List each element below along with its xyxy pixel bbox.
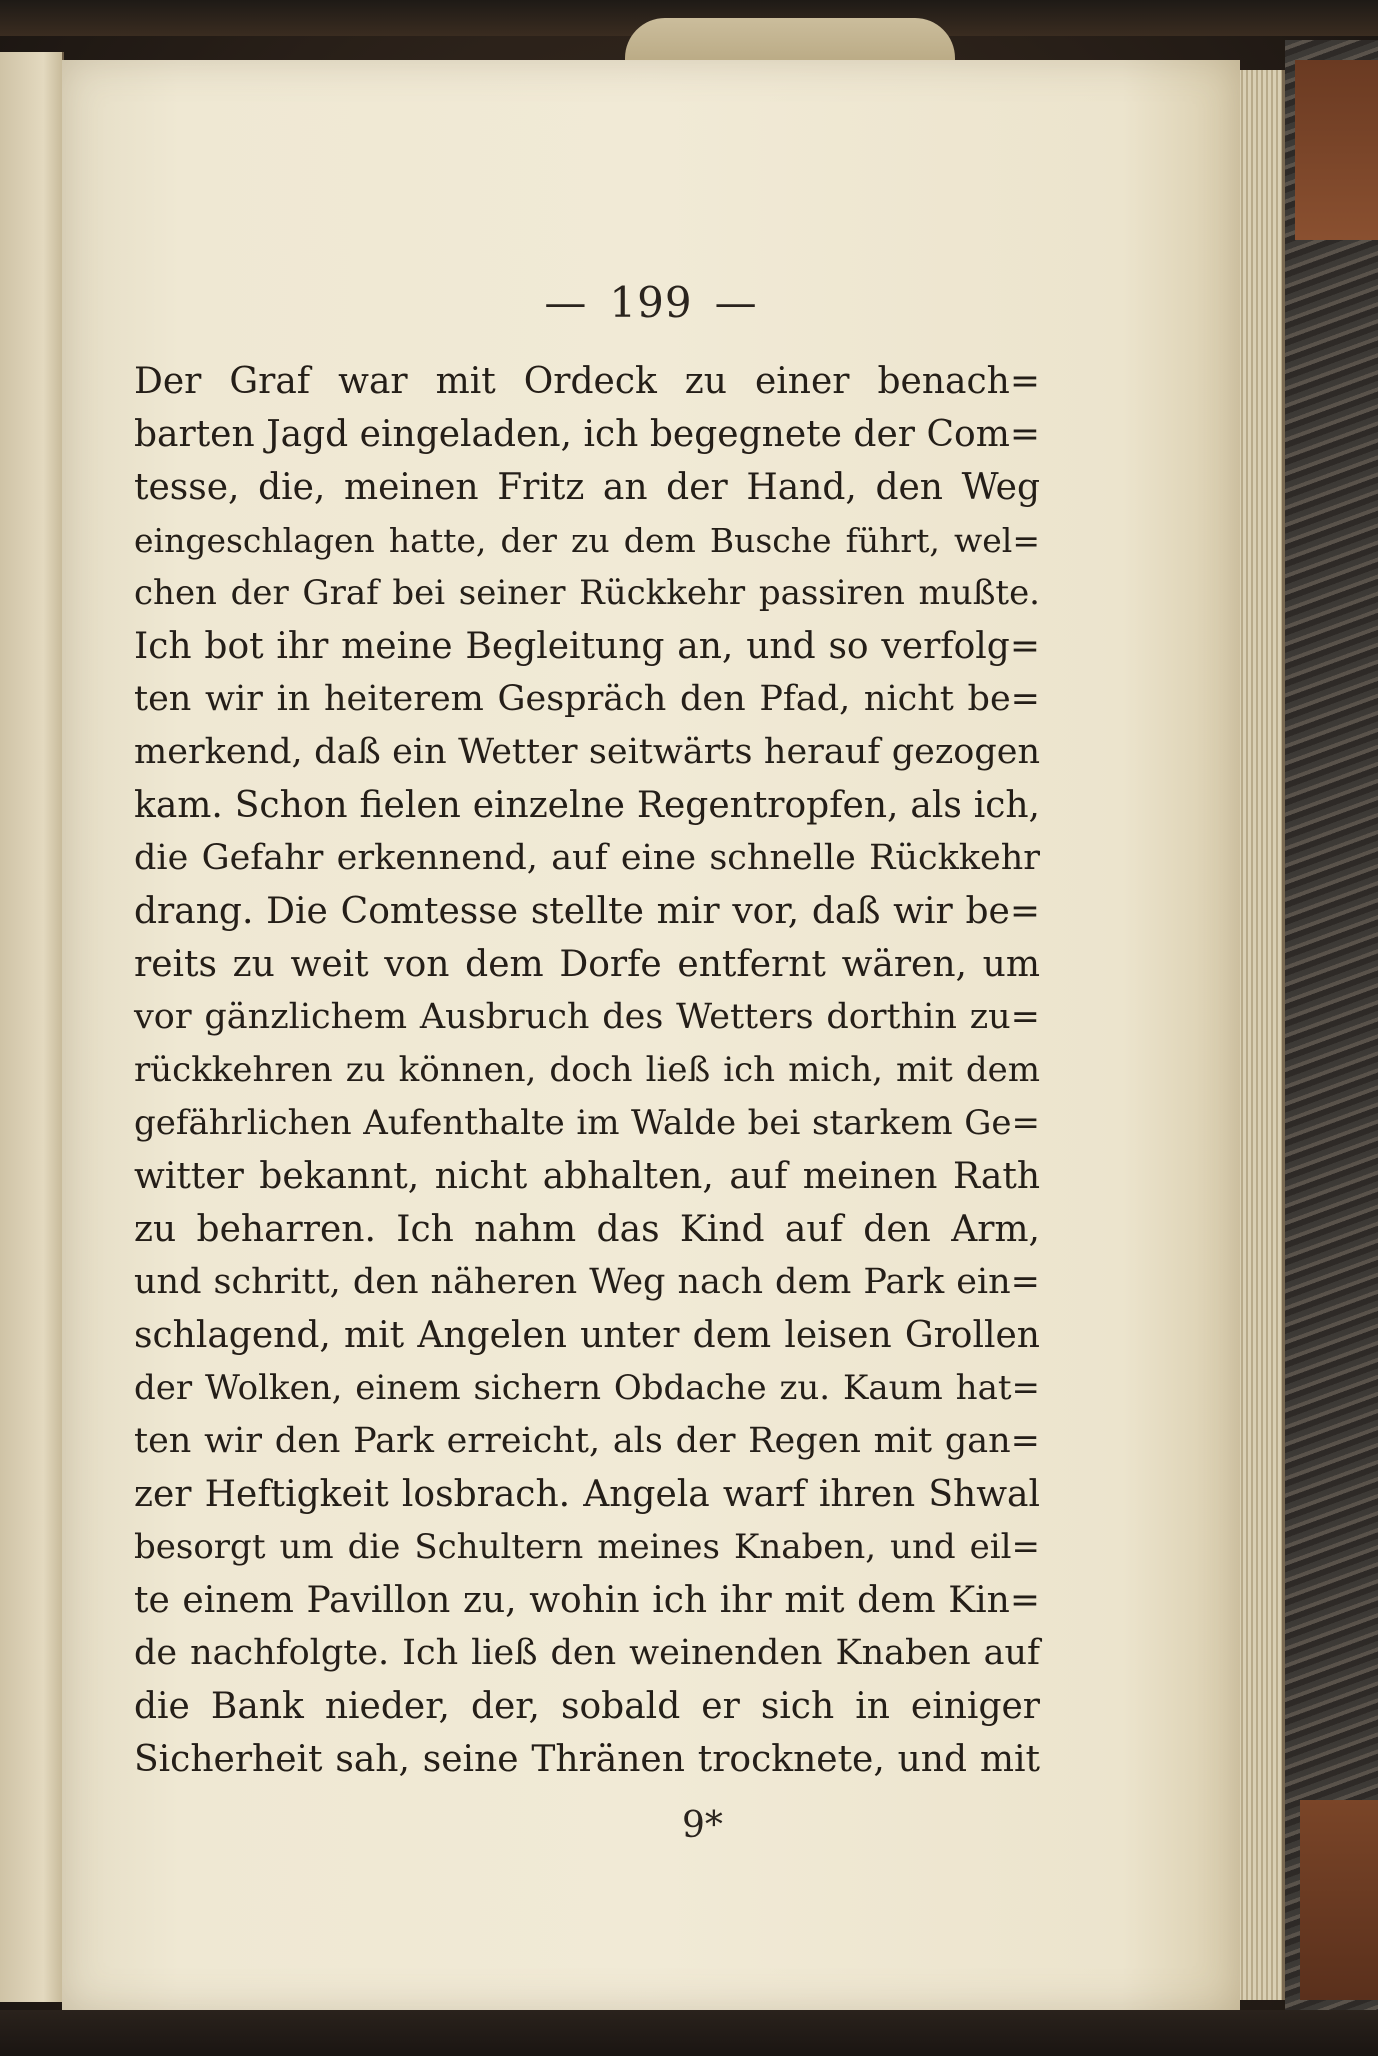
- previous-page-edge: [0, 52, 64, 2002]
- text-line: die Bank nieder, der, sobald er sich in einiger: [134, 1686, 1040, 1727]
- signature-mark: 9*: [682, 1805, 723, 1846]
- text-line: zu beharren. Ich nahm das Kind auf den Arm,: [134, 1209, 1040, 1250]
- text-line: drang. Die Comtesse stellte mir vor, daß wir be=: [134, 891, 1040, 932]
- text-line: Ich bot ihr meine Begleitung an, und so verfolg=: [134, 626, 1040, 667]
- text-line: der Wolken, einem sichern Obdache zu. Kaum hat=: [134, 1368, 1040, 1408]
- text-line: reits zu weit von dem Dorfe entfernt wären, um: [134, 944, 1040, 985]
- book-page: [62, 60, 1240, 2010]
- text-line: vor gänzlichem Ausbruch des Wetters dorthin zu=: [134, 997, 1040, 1037]
- header-dash-left: —: [544, 278, 588, 327]
- book-cover: [1285, 40, 1378, 2056]
- text-line: Der Graf war mit Ordeck zu einer benach=: [134, 361, 1040, 402]
- page-tab: [625, 18, 955, 66]
- bottom-binding: [0, 2010, 1378, 2056]
- text-line: zer Heftigkeit losbrach. Angela warf ihren Shwal: [134, 1474, 1040, 1515]
- text-line: merkend, daß ein Wetter seitwärts herauf gezogen: [134, 732, 1040, 772]
- text-line: kam. Schon fielen einzelne Regentropfen, als ich,: [134, 785, 1040, 826]
- text-line: barten Jagd eingeladen, ich begegnete der Com=: [134, 414, 1040, 455]
- text-line: ten wir den Park erreicht, als der Regen mit gan=: [134, 1421, 1040, 1461]
- text-line: Sicherheit sah, seine Thränen trocknete, und mit: [134, 1739, 1040, 1780]
- text-line: witter bekannt, nicht abhalten, auf meinen Rath: [134, 1156, 1040, 1197]
- text-line: eingeschlagen hatte, der zu dem Busche führt, wel=: [134, 521, 1040, 560]
- text-line: die Gefahr erkennend, auf eine schnelle Rückkehr: [134, 838, 1040, 878]
- cover-leather-bottom: [1300, 1800, 1378, 2000]
- page-number: 199: [609, 278, 693, 327]
- text-line: und schritt, den näheren Weg nach dem Park ein=: [134, 1262, 1040, 1302]
- text-line: rückkehren zu können, doch ließ ich mich, mit dem: [134, 1050, 1040, 1090]
- body-text: [134, 355, 1040, 1786]
- text-line: besorgt um die Schultern meines Knaben, und eil=: [134, 1527, 1040, 1567]
- text-line: schlagend, mit Angelen unter dem leisen Grollen: [134, 1315, 1040, 1356]
- text-line: tesse, die, meinen Fritz an der Hand, den Weg: [134, 467, 1040, 508]
- text-line: ten wir in heiterem Gespräch den Pfad, nicht be=: [134, 679, 1040, 719]
- text-line: chen der Graf bei seiner Rückkehr passiren mußte.: [134, 573, 1040, 613]
- page-header: [62, 278, 1240, 327]
- cover-leather-top: [1295, 60, 1378, 240]
- header-dash-right: —: [714, 278, 758, 327]
- text-line: gefährlichen Aufenthalte im Walde bei starkem Ge=: [134, 1103, 1040, 1143]
- page-edges: [1238, 70, 1285, 2000]
- text-line: te einem Pavillon zu, wohin ich ihr mit dem Kin=: [134, 1580, 1040, 1621]
- text-line: de nachfolgte. Ich ließ den weinenden Knaben auf: [134, 1633, 1040, 1673]
